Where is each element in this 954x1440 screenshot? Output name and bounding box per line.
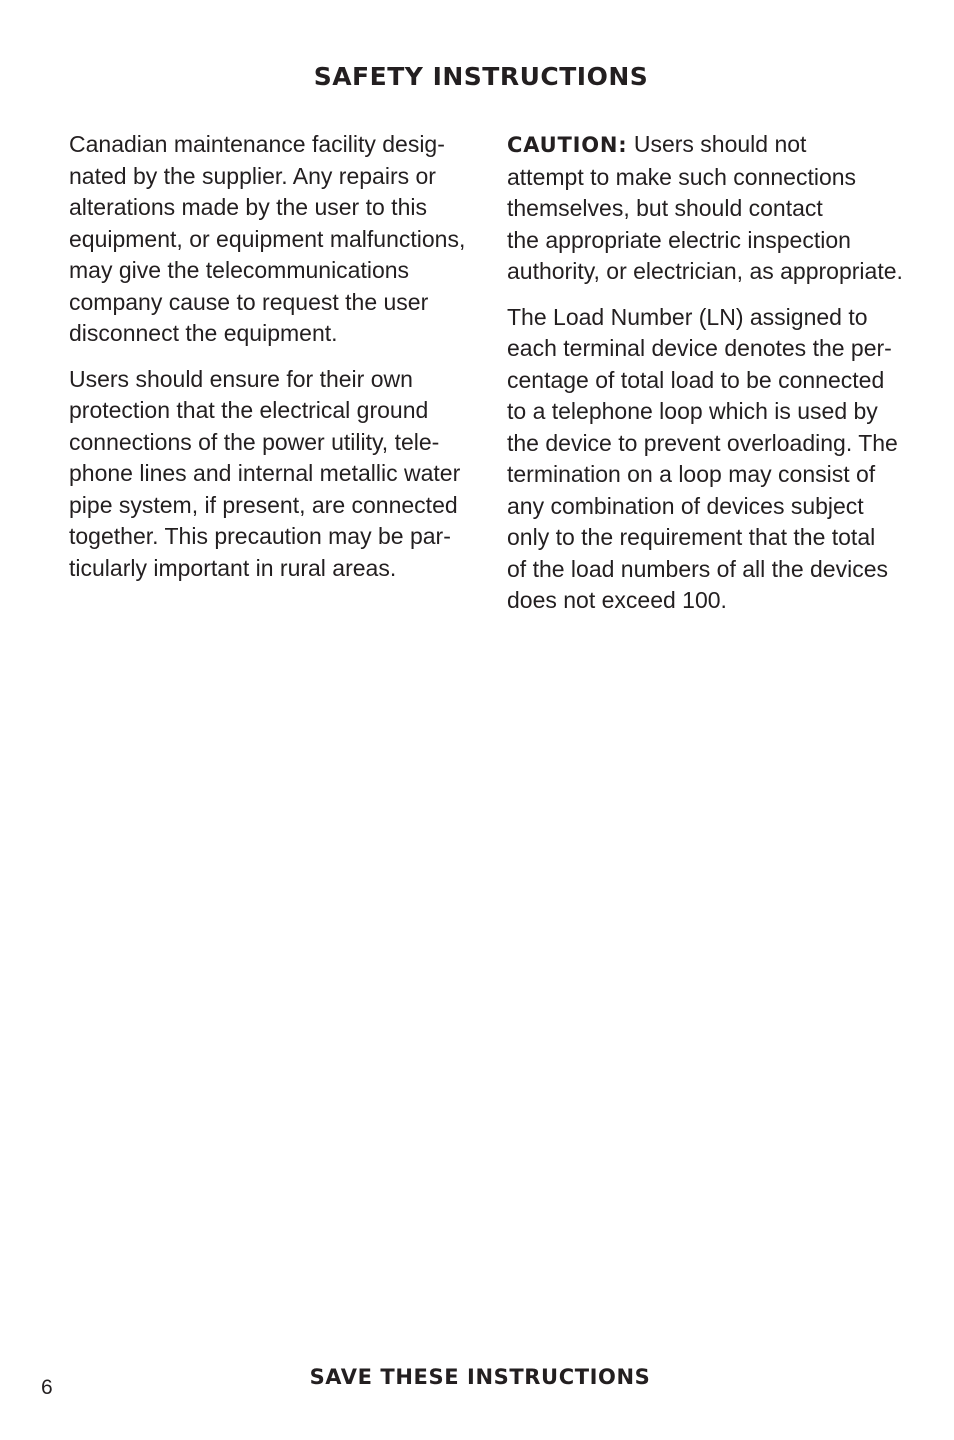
page-title: SAFETY INSTRUCTIONS [313, 62, 649, 91]
paragraph-load-number: The Load Number (LN) assigned to each terminal device denotes the per- centage of total load to be connected to a telephone loop which is used by the device to prevent overloading. The termination on a loop may consist of any combination of devices subject only to the requirement that the total of the load numbers of all the devices does not exceed 100. [507, 303, 898, 613]
left-column [69, 129, 489, 598]
page-number: 6 [41, 1376, 53, 1399]
paragraph-grounding: Users should ensure for their own protection that the electrical ground connections of the power utility, tele- phone lines and internal metallic water pipe system, if present, are connected together. This precaution may be par- ticularly important in rural areas. [69, 365, 461, 581]
right-column [507, 129, 937, 631]
paragraph-maintenance: Canadian maintenance facility desig- nated by the supplier. Any repairs or alterations made by the user to this equipment, or equipment malfunctions, may give the telecommunications company cause to request the user disconnect the equipment. [69, 131, 466, 346]
footer-save-instructions: SAVE THESE INSTRUCTIONS [309, 1365, 651, 1389]
caution-text: Users should not attempt to make such connections themselves, but should contact the appropriate electric inspection authority, or electrician, as appropriate. [507, 131, 903, 284]
paragraph-caution [507, 129, 937, 288]
caution-label: CAUTION: [507, 133, 628, 157]
